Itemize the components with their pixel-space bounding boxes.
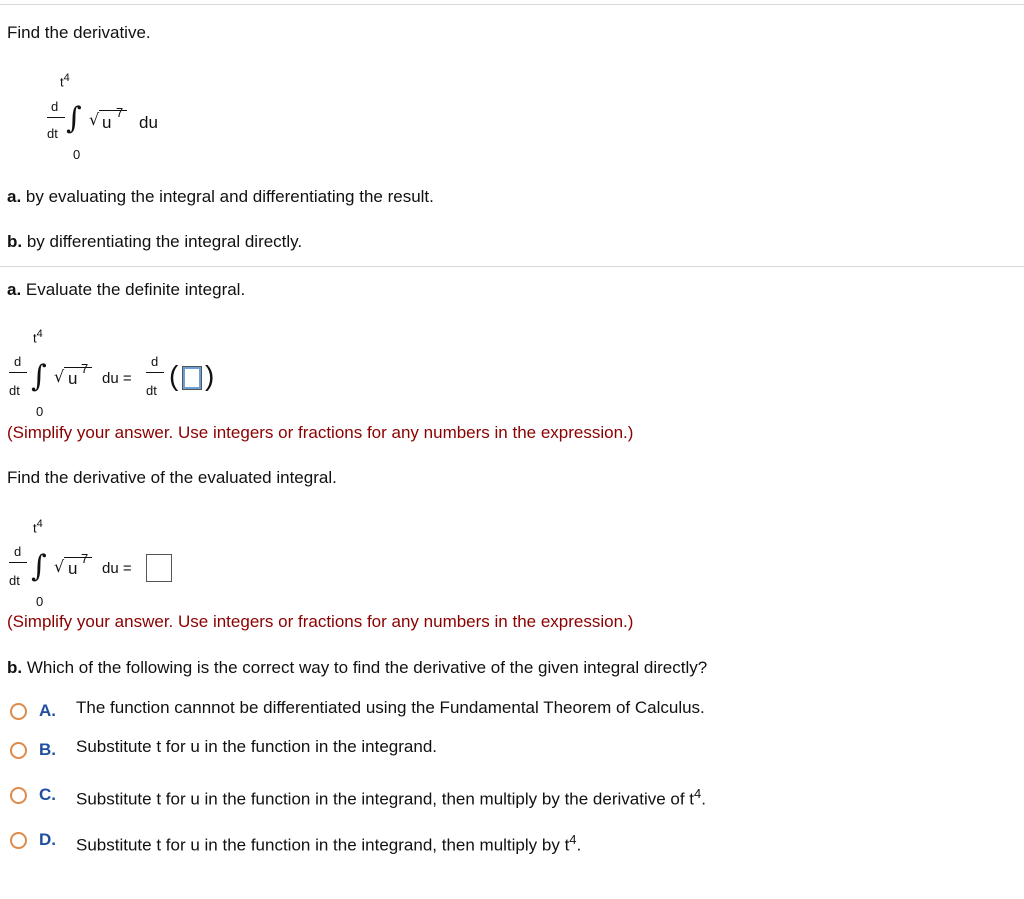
- deriv-d: d: [51, 99, 59, 114]
- eq2-deriv-dt: dt: [9, 573, 20, 588]
- section-a-label: a.: [7, 280, 22, 299]
- integral-sign: ∫: [66, 101, 82, 136]
- du-label: du: [139, 113, 158, 132]
- option-d-text[interactable]: [76, 830, 581, 856]
- option-b-text[interactable]: Substitute t for u in the function in the integrand.: [76, 737, 438, 756]
- eq1-rhs-dt: dt: [146, 383, 157, 398]
- problem-title: Find the derivative.: [7, 23, 151, 42]
- integral-sign: ∫: [31, 549, 47, 584]
- eq1-lower-limit: 0: [36, 404, 44, 419]
- sqrt-icon: √: [54, 367, 65, 386]
- section-a-heading: [7, 280, 245, 300]
- deriv-frac-bar: [47, 117, 65, 118]
- eq2-sqrt-arg: u: [68, 559, 78, 578]
- option-d-letter: D.: [39, 830, 56, 849]
- part-a-label: a.: [7, 187, 22, 206]
- radio-button-c[interactable]: [10, 787, 27, 804]
- option-d-main: Substitute t for u in the function in the integrand, then multiply by t: [76, 835, 570, 855]
- option-c-sup: 4: [694, 786, 702, 801]
- option-c-tail: .: [701, 789, 706, 809]
- eq2-deriv-d: d: [14, 544, 22, 559]
- option-d-tail: .: [576, 835, 582, 855]
- part-b-label: b.: [7, 232, 23, 251]
- eq1-du-equals: du =: [102, 370, 132, 387]
- option-a-text[interactable]: The function cannnot be differentiated using the Fundamental Theorem of Calculus.: [76, 698, 705, 717]
- sqrt-arg: u: [102, 113, 112, 132]
- eq1-sqrt-arg: u: [68, 369, 78, 388]
- section-a-heading-2: Find the derivative of the evaluated integral.: [7, 468, 337, 487]
- lower-limit: 0: [73, 147, 81, 162]
- option-a-letter: A.: [39, 701, 56, 720]
- eq1-upper-limit: $t^4$: [33, 328, 43, 346]
- part-b-text: by differentiating the integral directly.: [26, 232, 303, 251]
- eq1-answer-box[interactable]: [182, 366, 202, 390]
- upper-limit: $t^4$: [60, 72, 70, 90]
- section-b-question: [7, 658, 707, 678]
- part-a-text: by evaluating the integral and differentiating the result.: [25, 187, 434, 206]
- eq1-frac-bar: [9, 372, 27, 373]
- option-c-letter: C.: [39, 785, 56, 804]
- divider-rule: [0, 266, 1024, 267]
- eq1-rhs-frac-bar: [146, 372, 164, 373]
- eq2-du-equals: du =: [102, 560, 132, 577]
- option-c-text[interactable]: [76, 784, 706, 810]
- hint-2: (Simplify your answer. Use integers or fractions for any numbers in the expression.): [7, 612, 634, 631]
- eq1-sqrt-exp: 7: [81, 361, 89, 376]
- integral-sign: ∫: [31, 359, 47, 394]
- eq2-frac-bar: [9, 562, 27, 563]
- eq1-rhs-d: d: [151, 354, 159, 369]
- option-c-main: Substitute t for u in the function in the integrand, then multiply by the derivative of t: [76, 789, 695, 809]
- eq1-deriv-d: d: [14, 354, 22, 369]
- part-a-line: [7, 187, 434, 207]
- section-b-label: b.: [7, 658, 23, 677]
- deriv-dt: dt: [47, 126, 58, 141]
- eq2-upper-limit: $t^4$: [33, 518, 43, 536]
- eq1-left-paren: (: [169, 360, 179, 391]
- option-d-sup: 4: [569, 832, 577, 847]
- radio-button-d[interactable]: [10, 832, 27, 849]
- sqrt-exp: 7: [116, 105, 124, 120]
- section-a-text: Evaluate the definite integral.: [25, 280, 246, 299]
- section-b-text: Which of the following is the correct way to find the derivative of the given integral directly?: [26, 658, 708, 677]
- sqrt-icon: √: [89, 110, 100, 129]
- top-rule: [0, 4, 1024, 5]
- radio-button-b[interactable]: [10, 742, 27, 759]
- eq2-answer-box[interactable]: [146, 554, 172, 582]
- sqrt-icon: √: [54, 557, 65, 576]
- option-b-letter: B.: [39, 740, 56, 759]
- eq1-right-paren: ): [205, 360, 215, 391]
- hint-1: (Simplify your answer. Use integers or fractions for any numbers in the expression.): [7, 423, 634, 442]
- radio-button-a[interactable]: [10, 703, 27, 720]
- eq1-deriv-dt: dt: [9, 383, 20, 398]
- eq2-sqrt-exp: 7: [81, 551, 89, 566]
- part-b-line: [7, 232, 302, 252]
- eq2-lower-limit: 0: [36, 594, 44, 609]
